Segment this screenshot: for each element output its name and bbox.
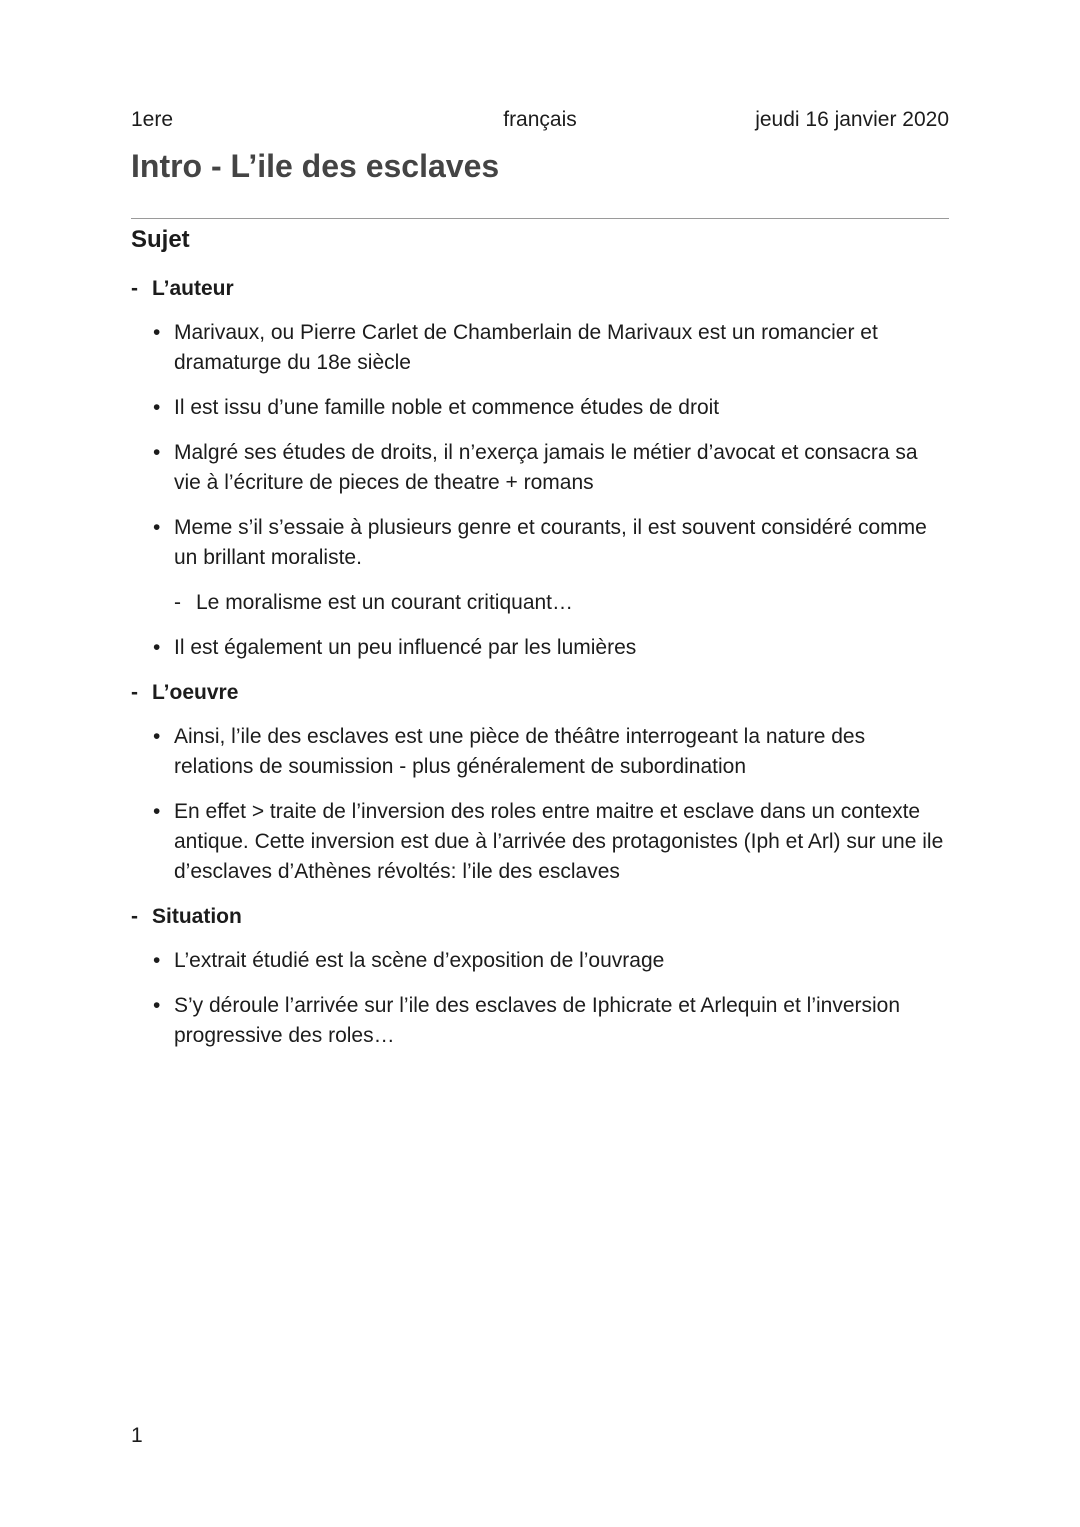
group-heading-label: L’oeuvre xyxy=(152,681,239,704)
bullet-marker: • xyxy=(153,321,161,344)
list-item-text: Il est issu d’une famille noble et commence études de droit xyxy=(174,396,720,419)
bullet-marker: • xyxy=(153,994,161,1017)
list-item xyxy=(131,438,949,498)
list-item xyxy=(131,797,949,887)
list-item-text: Ainsi, l’ile des esclaves est une pièce de théâtre interrogeant la nature des relations de soumission - plus généralement de subordination xyxy=(174,725,866,778)
dash-marker: - xyxy=(131,277,138,300)
notes-body xyxy=(131,274,949,1066)
group-heading-situation xyxy=(131,902,949,932)
document-header xyxy=(131,108,949,136)
bullet-marker: • xyxy=(153,949,161,972)
list-item xyxy=(131,946,949,976)
list-oeuvre xyxy=(131,722,949,887)
list-item xyxy=(131,633,949,663)
dash-marker: - xyxy=(131,681,138,704)
sub-list-item-text: Le moralisme est un courant critiquant… xyxy=(196,591,574,614)
list-item-text: Meme s’il s’essaie à plusieurs genre et courants, il est souvent considéré comme un brillant moraliste. xyxy=(174,516,927,569)
list-item-text: En effet > traite de l’inversion des roles entre maitre et esclave dans un contexte antique. Cette inversion est due à l’arrivée des protagonistes (Iph et Arl) sur une ile d’esclaves d’Athènes révoltés: l’ile des esclaves xyxy=(174,800,944,883)
dash-marker: - xyxy=(131,905,138,928)
group-heading-label: L’auteur xyxy=(152,277,234,300)
group-heading-oeuvre xyxy=(131,678,949,708)
bullet-marker: • xyxy=(153,636,161,659)
group-heading-label: Situation xyxy=(152,905,242,928)
dash-marker: - xyxy=(174,591,181,614)
section-heading-sujet: Sujet xyxy=(131,226,190,253)
list-item-text: S’y déroule l’arrivée sur l’ile des esclaves de Iphicrate et Arlequin et l’inversion progressive des roles… xyxy=(174,994,901,1047)
list-item-text: Malgré ses études de droits, il n’exerça jamais le métier d’avocat et consacra sa vie à l’écriture de pieces de theatre + romans xyxy=(174,441,918,494)
bullet-marker: • xyxy=(153,516,161,539)
list-item-text: L’extrait étudié est la scène d’exposition de l’ouvrage xyxy=(174,949,665,972)
list-situation xyxy=(131,946,949,1051)
title-divider xyxy=(131,218,949,219)
bullet-marker: • xyxy=(153,441,161,464)
subject-name: français xyxy=(503,108,577,131)
group-heading-auteur xyxy=(131,274,949,304)
list-item xyxy=(131,318,949,378)
list-item-text: Il est également un peu influencé par les lumières xyxy=(174,636,637,659)
list-item xyxy=(131,393,949,423)
document-date: jeudi 16 janvier 2020 xyxy=(755,108,949,131)
bullet-marker: • xyxy=(153,396,161,419)
list-item xyxy=(131,991,949,1051)
page-number: 1 xyxy=(131,1424,143,1447)
sub-list-item xyxy=(131,588,949,618)
list-item xyxy=(131,513,949,573)
list-auteur xyxy=(131,318,949,663)
bullet-marker: • xyxy=(153,800,161,823)
class-level: 1ere xyxy=(131,108,174,131)
list-item xyxy=(131,722,949,782)
list-item-text: Marivaux, ou Pierre Carlet de Chamberlain de Marivaux est un romancier et dramaturge du 18e siècle xyxy=(174,321,878,374)
bullet-marker: • xyxy=(153,725,161,748)
page-title: Intro - L’ile des esclaves xyxy=(131,148,500,184)
